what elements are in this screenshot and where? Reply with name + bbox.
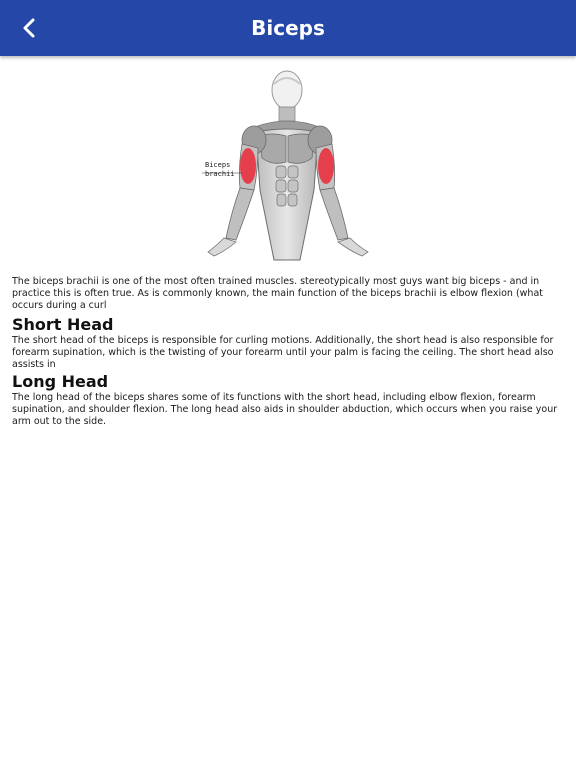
section-heading: Short Head [12, 315, 114, 334]
article-content [12, 276, 564, 427]
page-title: Biceps [251, 16, 325, 40]
top-app-bar [0, 0, 576, 56]
section-long-head [12, 372, 564, 427]
section-body: The short head of the biceps is responsible for curling motions. Additionally, the short head is also responsible for forearm supination, which is the twisting of your forearm until your palm is facing the ceiling. The short head also assists in [12, 335, 554, 370]
section-heading: Long Head [12, 372, 109, 391]
section-body: The long head of the biceps shares some of its functions with the short head, including elbow flexion, forearm supination, and shoulder flexion. The long head also aids in shoulder abduction, which occurs when you raise your arm out to the side. [12, 392, 558, 427]
biceps-highlight-left [240, 148, 256, 184]
biceps-anatomy-image [200, 70, 380, 262]
intro-paragraph: The biceps brachii is one of the most often trained muscles. stereotypically most guys want big biceps - and in practice this is often true. As is commonly known, the main function of the biceps brachii is elbow flexion (what occurs during a curl [12, 276, 543, 311]
section-short-head [12, 315, 564, 370]
biceps-label: Biceps brachii [205, 161, 235, 178]
biceps-highlight-right [318, 148, 334, 184]
